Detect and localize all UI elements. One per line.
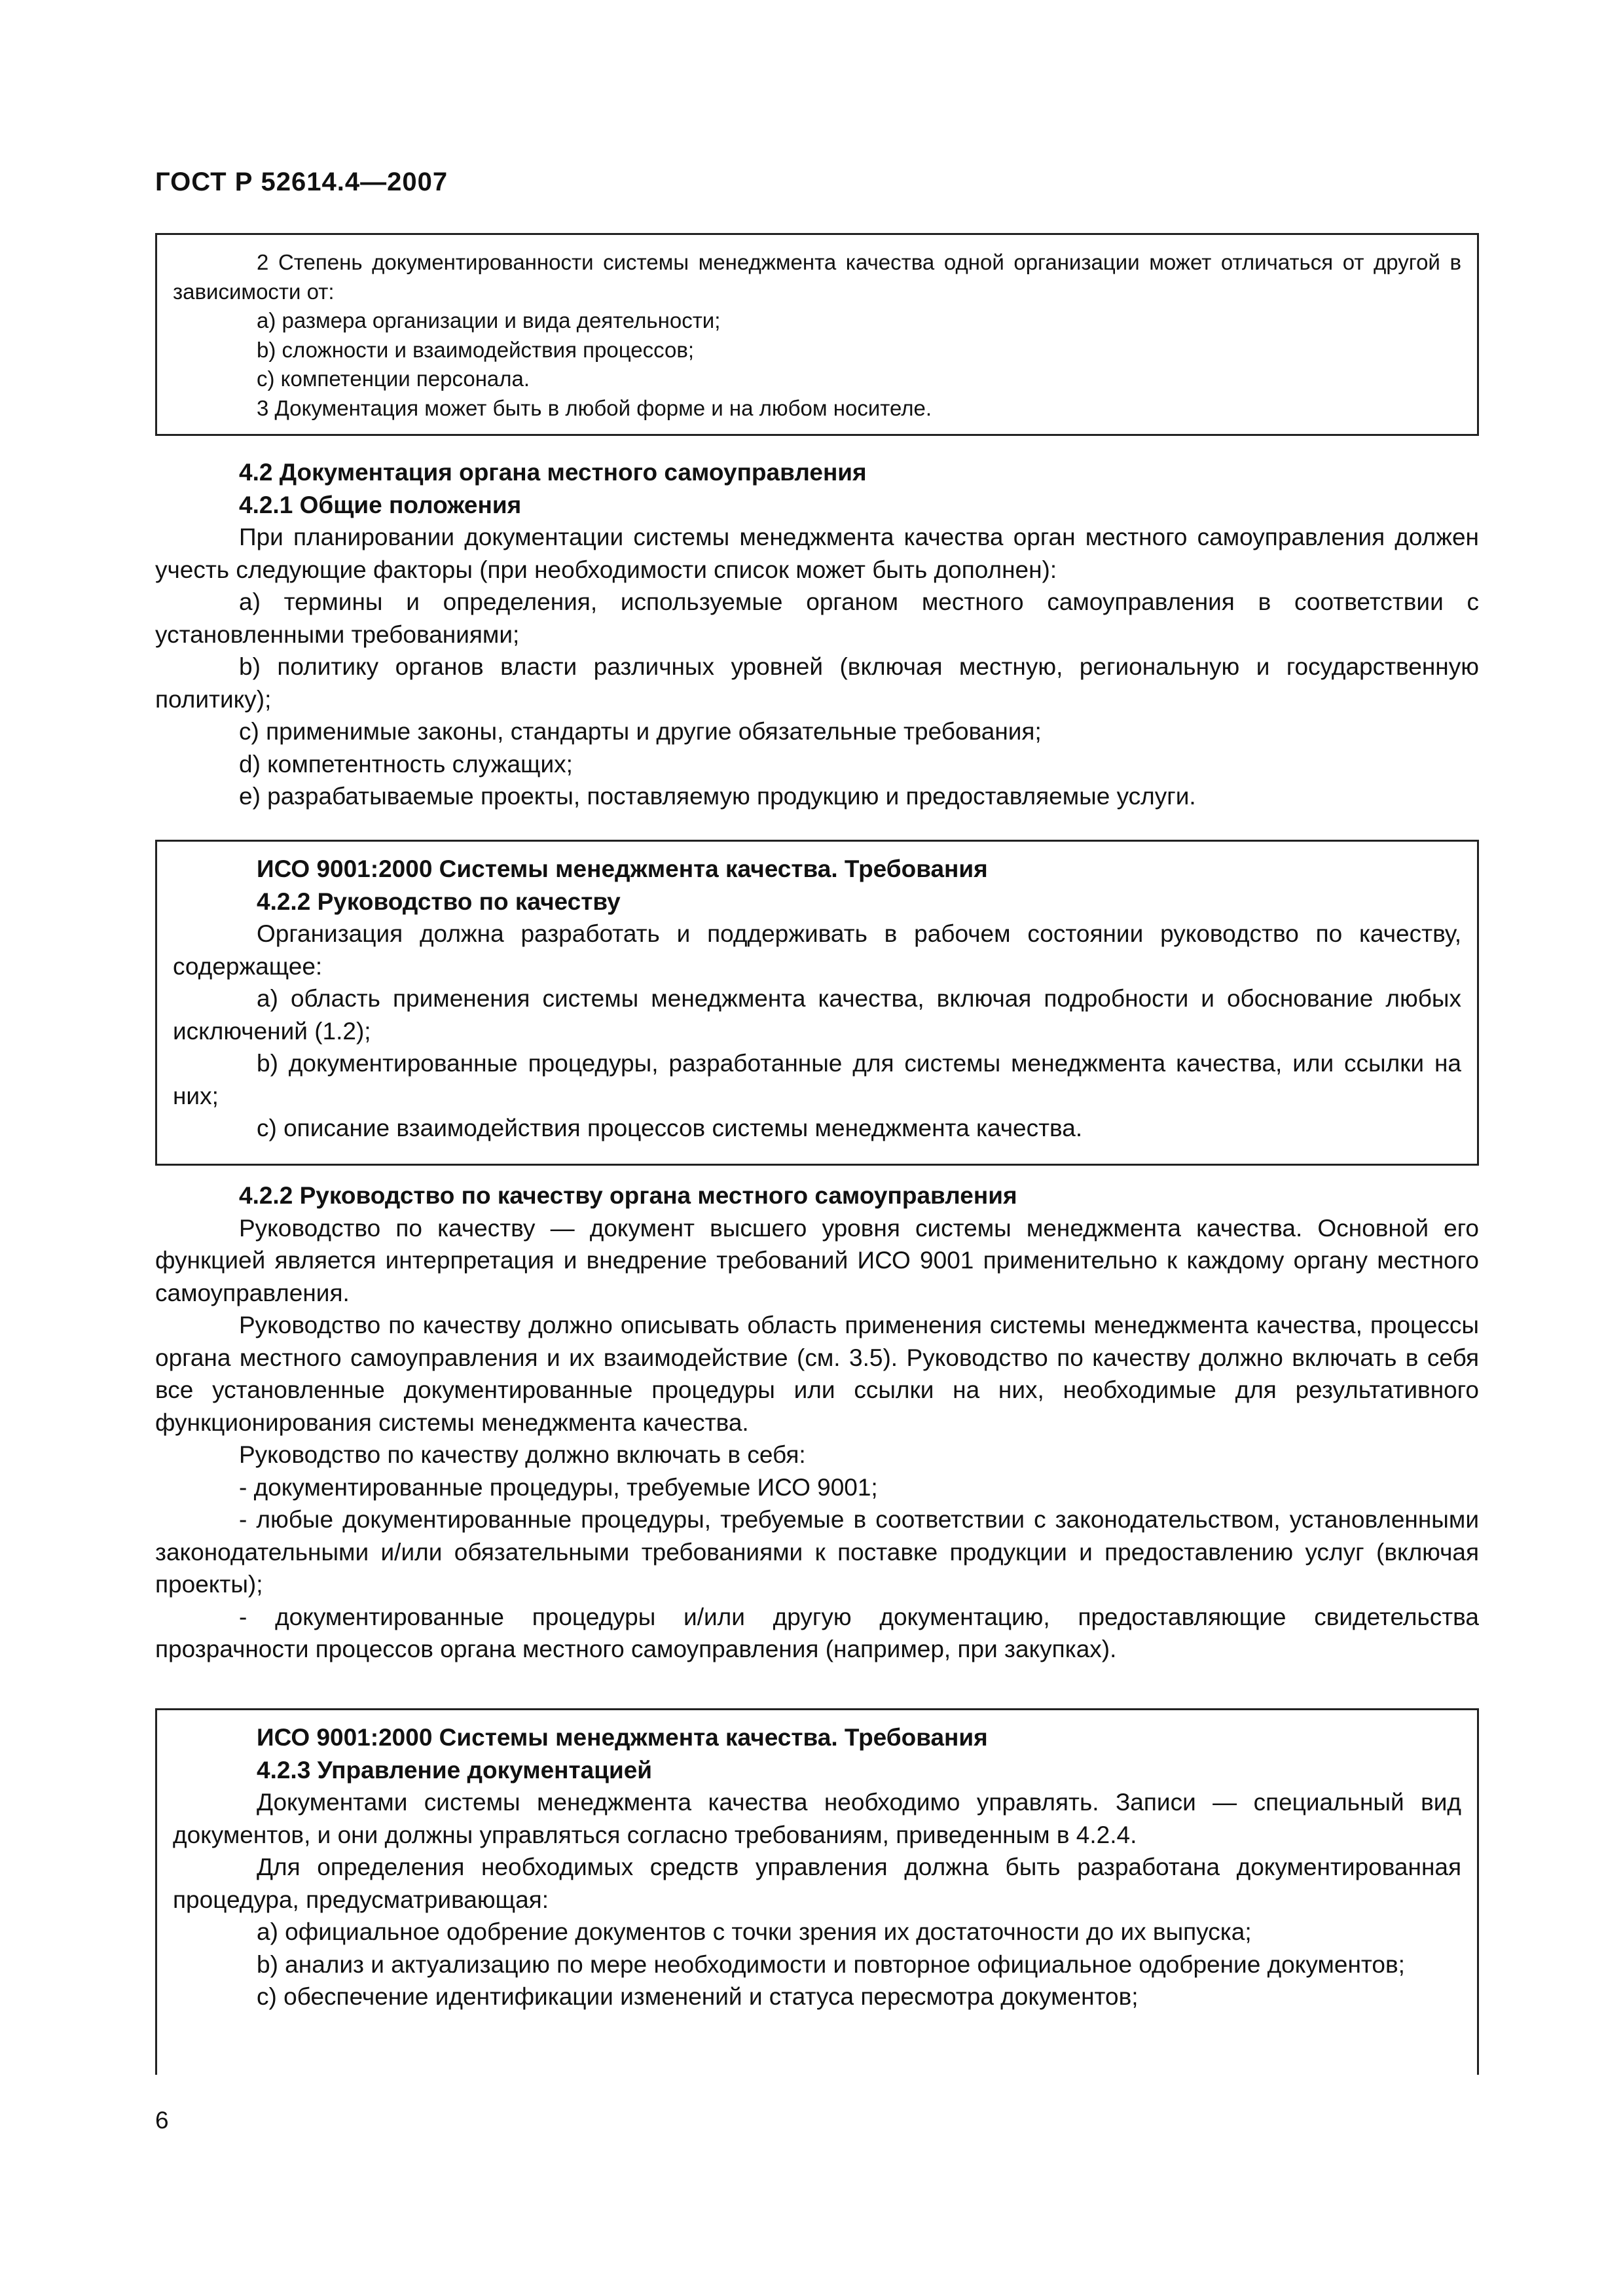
list-item: - документированные процедуры, требуемые ИСО 9001; — [239, 1473, 878, 1501]
list-item: b) политику органов власти различных уровней (включая местную, региональную и государственную политику); — [155, 653, 1479, 713]
paragraph: Руководство по качеству должно описывать область применения системы менеджмента качества, процессы органа местного самоуправления и их взаимодействие (см. 3.5). Руководство по качеству должно включать в себя все установленные документированные процедуры или ссылки на них, необходимые для результативного функционирования системы менеджмента качества. — [155, 1312, 1479, 1436]
iso-quote-box-quality-manual — [155, 840, 1479, 1166]
list-item: а) официальное одобрение документов с точки зрения их достаточности до их выпуска; — [257, 1918, 1252, 1945]
section-heading: 4.2 Документация органа местного самоуправления — [239, 459, 867, 486]
section-4-2 — [155, 456, 1479, 813]
paragraph: Документами системы менеджмента качества необходимо управлять. Записи — специальный вид документов, и они должны управляться согласно требованиям, приведенным в 4.2.4. — [173, 1789, 1461, 1848]
list-item: d) компетентность служащих; — [239, 750, 573, 778]
list-item: - документированные процедуры и/или другую документацию, предоставляющие свидетельства прозрачности процессов органа местного самоуправления (например, при закупках). — [155, 1603, 1479, 1662]
iso-box-title: ИСО 9001:2000 Системы менеджмента качества. Требования — [257, 855, 988, 882]
list-item: с) описание взаимодействия процессов системы менеджмента качества. — [257, 1115, 1083, 1141]
iso-box-subtitle: 4.2.3 Управление документацией — [257, 1756, 653, 1784]
note-line: 3 Документация может быть в любой форме и на любом носителе. — [257, 395, 932, 420]
note-line: а) размера организации и вида деятельности; — [257, 308, 721, 332]
iso-box-title: ИСО 9001:2000 Системы менеджмента качества. Требования — [257, 1724, 988, 1751]
list-item: - любые документированные процедуры, требуемые в соответствии с законодательством, установленными законодательными и/или обязательными требованиями к поставке продукции и предоставлению услуг (включая проекты); — [155, 1506, 1479, 1598]
document-code-header: ГОСТ Р 52614.4—2007 — [155, 168, 448, 196]
paragraph: Руководство по качеству должно включать в себя: — [239, 1441, 806, 1468]
paragraph: Руководство по качеству — документ высшего уровня системы менеджмента качества. Основной его функцией является интерпретация и внедрение требований ИСО 9001 применительно к каждому органу местного самоуправления. — [155, 1214, 1479, 1306]
iso-quote-box-document-control — [155, 1708, 1479, 2075]
list-item: с) применимые законы, стандарты и другие обязательные требования; — [239, 718, 1042, 745]
list-item: е) разрабатываемые проекты, поставляемую продукцию и предоставляемые услуги. — [239, 783, 1196, 810]
paragraph: Для определения необходимых средств управления должна быть разработана документированная процедура, предусматривающая: — [173, 1854, 1461, 1913]
section-subheading: 4.2.1 Общие положения — [239, 491, 522, 518]
paragraph: Организация должна разработать и поддерживать в рабочем состоянии руководство по качеству, содержащее: — [173, 920, 1461, 980]
section-heading: 4.2.2 Руководство по качеству органа местного самоуправления — [239, 1182, 1017, 1209]
section-4-2-2 — [155, 1179, 1479, 1666]
page-number: 6 — [155, 2107, 169, 2134]
list-item: а) область применения системы менеджмента качества, включая подробности и обоснование любых исключений (1.2); — [173, 985, 1461, 1045]
note-line: b) сложности и взаимодействия процессов; — [257, 337, 695, 362]
list-item: b) анализ и актуализацию по мере необходимости и повторное официальное одобрение документов; — [257, 1950, 1405, 1978]
note-line: 2 Степень документированности системы менеджмента качества одной организации может отличаться от другой в зависимости от: — [173, 250, 1461, 304]
iso-box-subtitle: 4.2.2 Руководство по качеству — [257, 888, 621, 915]
list-item: с) обеспечение идентификации изменений и статуса пересмотра документов; — [257, 1983, 1139, 2010]
note-line: с) компетенции персонала. — [257, 367, 530, 391]
paragraph: При планировании документации системы менеджмента качества орган местного самоуправления должен учесть следующие факторы (при необходимости список может быть дополнен): — [155, 524, 1479, 583]
notes-box — [155, 233, 1479, 436]
list-item: а) термины и определения, используемые органом местного самоуправления в соответствии с установленными требованиями; — [155, 588, 1479, 648]
list-item: b) документированные процедуры, разработанные для системы менеджмента качества, или ссылки на них; — [173, 1050, 1461, 1109]
